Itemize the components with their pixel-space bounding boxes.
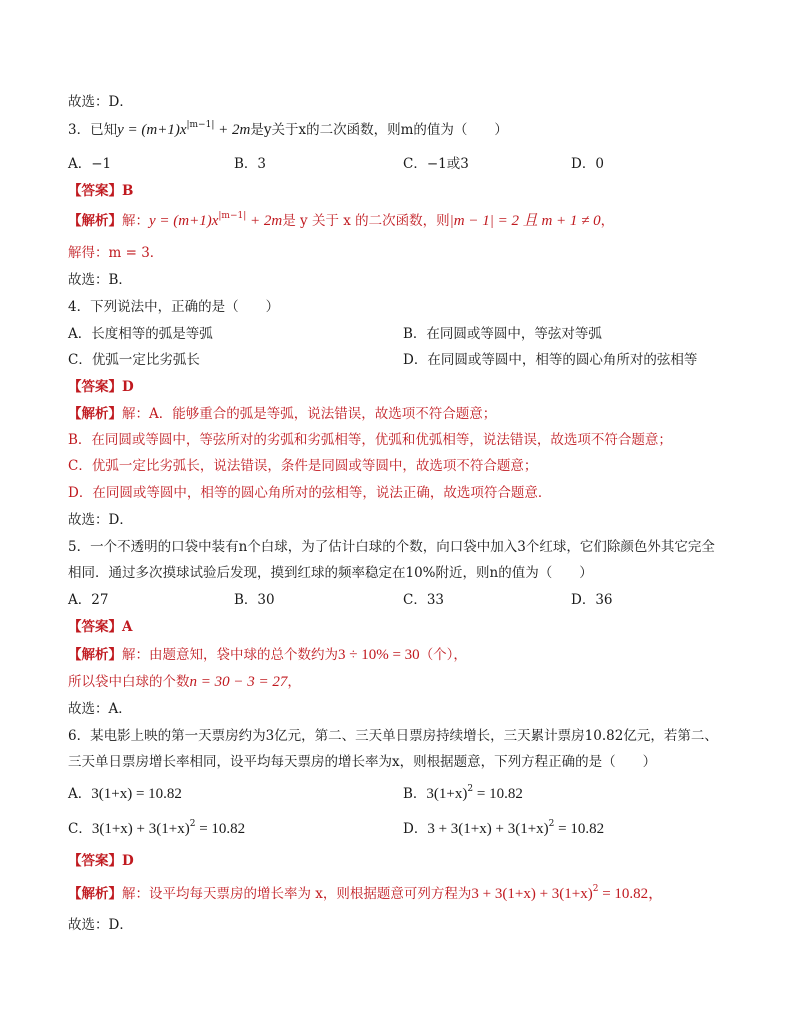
q6-option-c-label: C． [68,821,92,837]
q5-option-d: D．36 [571,592,613,608]
q6-option-a-formula: 3(1+x) = 10.82 [91,786,182,802]
q6-option-b [403,784,523,806]
q6-stem-line-1: 6．某电影上映的第一天票房约为3亿元，第二、三天单日票房持续增长，三天累计票房10.82亿元，若第二、 [68,728,718,744]
q5-option-b: B．30 [234,592,275,608]
q4-option-c: C．优弧一定比劣弧长 [68,352,200,368]
q5-conclusion: 故选：A． [68,701,132,717]
q6-option-b-tail: = 10.82 [473,786,523,802]
q3-analysis-exponent: |m−1| [218,211,247,221]
q4-conclusion: 故选：D． [68,512,133,528]
q5-analysis-line-2 [68,672,301,692]
q5-option-a: A．27 [68,592,109,608]
q6-analysis-text: 解：设平均每天票房的增长率为 x，则根据题意可列方程为 [122,886,472,902]
q4-analysis-line-3: C．优弧一定比劣弧长，说法错误，条件是同圆或等圆中，故选项不符合题意； [68,458,538,474]
q3-formula: y = (m+1)x [117,122,187,138]
q6-option-c-exponent: 2 [189,819,196,829]
q6-analysis-formula: 3 + 3(1+x) + 3(1+x) [471,886,593,902]
q5-option-c: C．33 [403,592,445,608]
q6-option-d-label: D． [403,821,428,837]
q4-analysis-line-1 [68,404,496,424]
q6-option-b-exponent: 2 [467,784,474,794]
q3-option-a: A．−1 [68,156,112,172]
q6-option-c-formula: 3(1+x) + 3(1+x) [91,821,190,837]
q6-conclusion: 故选：D． [68,917,133,933]
q2-conclusion: 故选：D． [68,94,133,110]
q3-answer: 【答案】B [68,183,134,199]
q6-option-d-formula: 3 + 3(1+x) + 3(1+x) [427,821,549,837]
q4-analysis-line-4: D．在同圆或等圆中，相等的圆心角所对的弦相等，说法正确，故选项符合题意． [68,485,552,501]
q5-stem-line-2: 相同．通过多次摸球试验后发现，摸到红球的频率稳定在10%附近，则n的值为（ ） [68,565,593,581]
q4-analysis-line-2: B．在同圆或等圆中，等弦所对的劣弧和劣弧相等，优弧和优弧相等，说法错误，故选项不符合题意； [68,432,672,448]
q6-analysis [68,884,663,906]
q3-analysis-label: 【解析】 [68,213,122,229]
q6-analysis-tail: = 10.82， [598,886,664,902]
q6-option-d-exponent: 2 [548,819,555,829]
q3-analysis-formula: y = (m+1)x [149,213,219,229]
q6-option-c-tail: = 10.82 [195,821,246,837]
q5-analysis-label: 【解析】 [68,647,122,663]
q3-analysis-text: 解： [122,213,149,229]
q5-analysis-text-2: 所以袋中白球的个数 [68,674,190,690]
q4-analysis-label: 【解析】 [68,406,122,422]
q6-stem-line-2: 三天单日票房增长率相同，设平均每天票房的增长率为x，则根据题意，下列方程正确的是（ ） [68,754,657,770]
q6-option-d-tail: = 10.82 [554,821,605,837]
q3-stem-text: 3．已知 [68,122,118,138]
q6-option-c [68,819,245,841]
q6-analysis-label: 【解析】 [68,886,122,902]
q6-option-a [68,784,182,804]
q3-stem-text-2: 是y关于x的二次函数，则m的值为（ ） [250,122,508,138]
q4-option-a: A．长度相等的弧是等弧 [68,326,213,342]
q4-answer: 【答案】D [68,379,134,395]
q5-analysis-line-1 [68,645,467,665]
q4-analysis-text: 解：A．能够重合的弧是等弧，说法错误，故选项不符合题意； [122,406,497,422]
q3-option-d: D．0 [571,156,604,172]
q4-stem: 4．下列说法中，正确的是（ ） [68,299,280,315]
q6-analysis-exponent: 2 [592,884,599,894]
q5-analysis-text: 解：由题意知，袋中球的总个数约为 [122,647,338,663]
q3-exponent: |m−1| [186,120,215,130]
q5-stem-line-1: 5．一个不透明的口袋中装有n个白球，为了估计白球的个数，向口袋中加入3个红球，它们除颜色外其它完全 [68,539,715,555]
q3-conclusion: 故选：B． [68,272,132,288]
q3-analysis [68,211,614,233]
q3-analysis-condition: |m − 1| = 2 且 m + 1 ≠ 0 [449,213,601,229]
q3-option-c: C．−1或3 [403,156,469,172]
q3-stem [68,120,508,142]
q4-option-d: D．在同圆或等圆中，相等的圆心角所对的弦相等 [403,352,698,368]
q6-option-d [403,819,604,841]
q3-analysis-formula-tail: + 2m [246,213,283,229]
q3-formula-tail: + 2m [214,122,251,138]
q5-analysis-unit: （个）， [419,647,467,663]
q5-analysis-formula-2: n = 30 − 3 = 27 [189,674,288,690]
q6-option-a-label: A． [68,786,92,802]
q3-analysis-text-2: 是 y 关于 x 的二次函数，则 [282,213,450,229]
q3-analysis-punct: ， [600,213,615,229]
q6-option-b-formula: 3(1+x) [426,786,468,802]
q3-solve: 解得：m = 3． [68,245,164,261]
q6-answer: 【答案】D [68,853,134,869]
q3-option-b: B．3 [234,156,267,172]
q5-analysis-formula: 3 ÷ 10% = 30 [338,647,420,663]
q4-option-b: B．在同圆或等圆中，等弦对等弧 [403,326,602,342]
q5-analysis-punct: ， [287,674,301,690]
q5-answer: 【答案】A [68,619,133,635]
q6-option-b-label: B． [403,786,427,802]
